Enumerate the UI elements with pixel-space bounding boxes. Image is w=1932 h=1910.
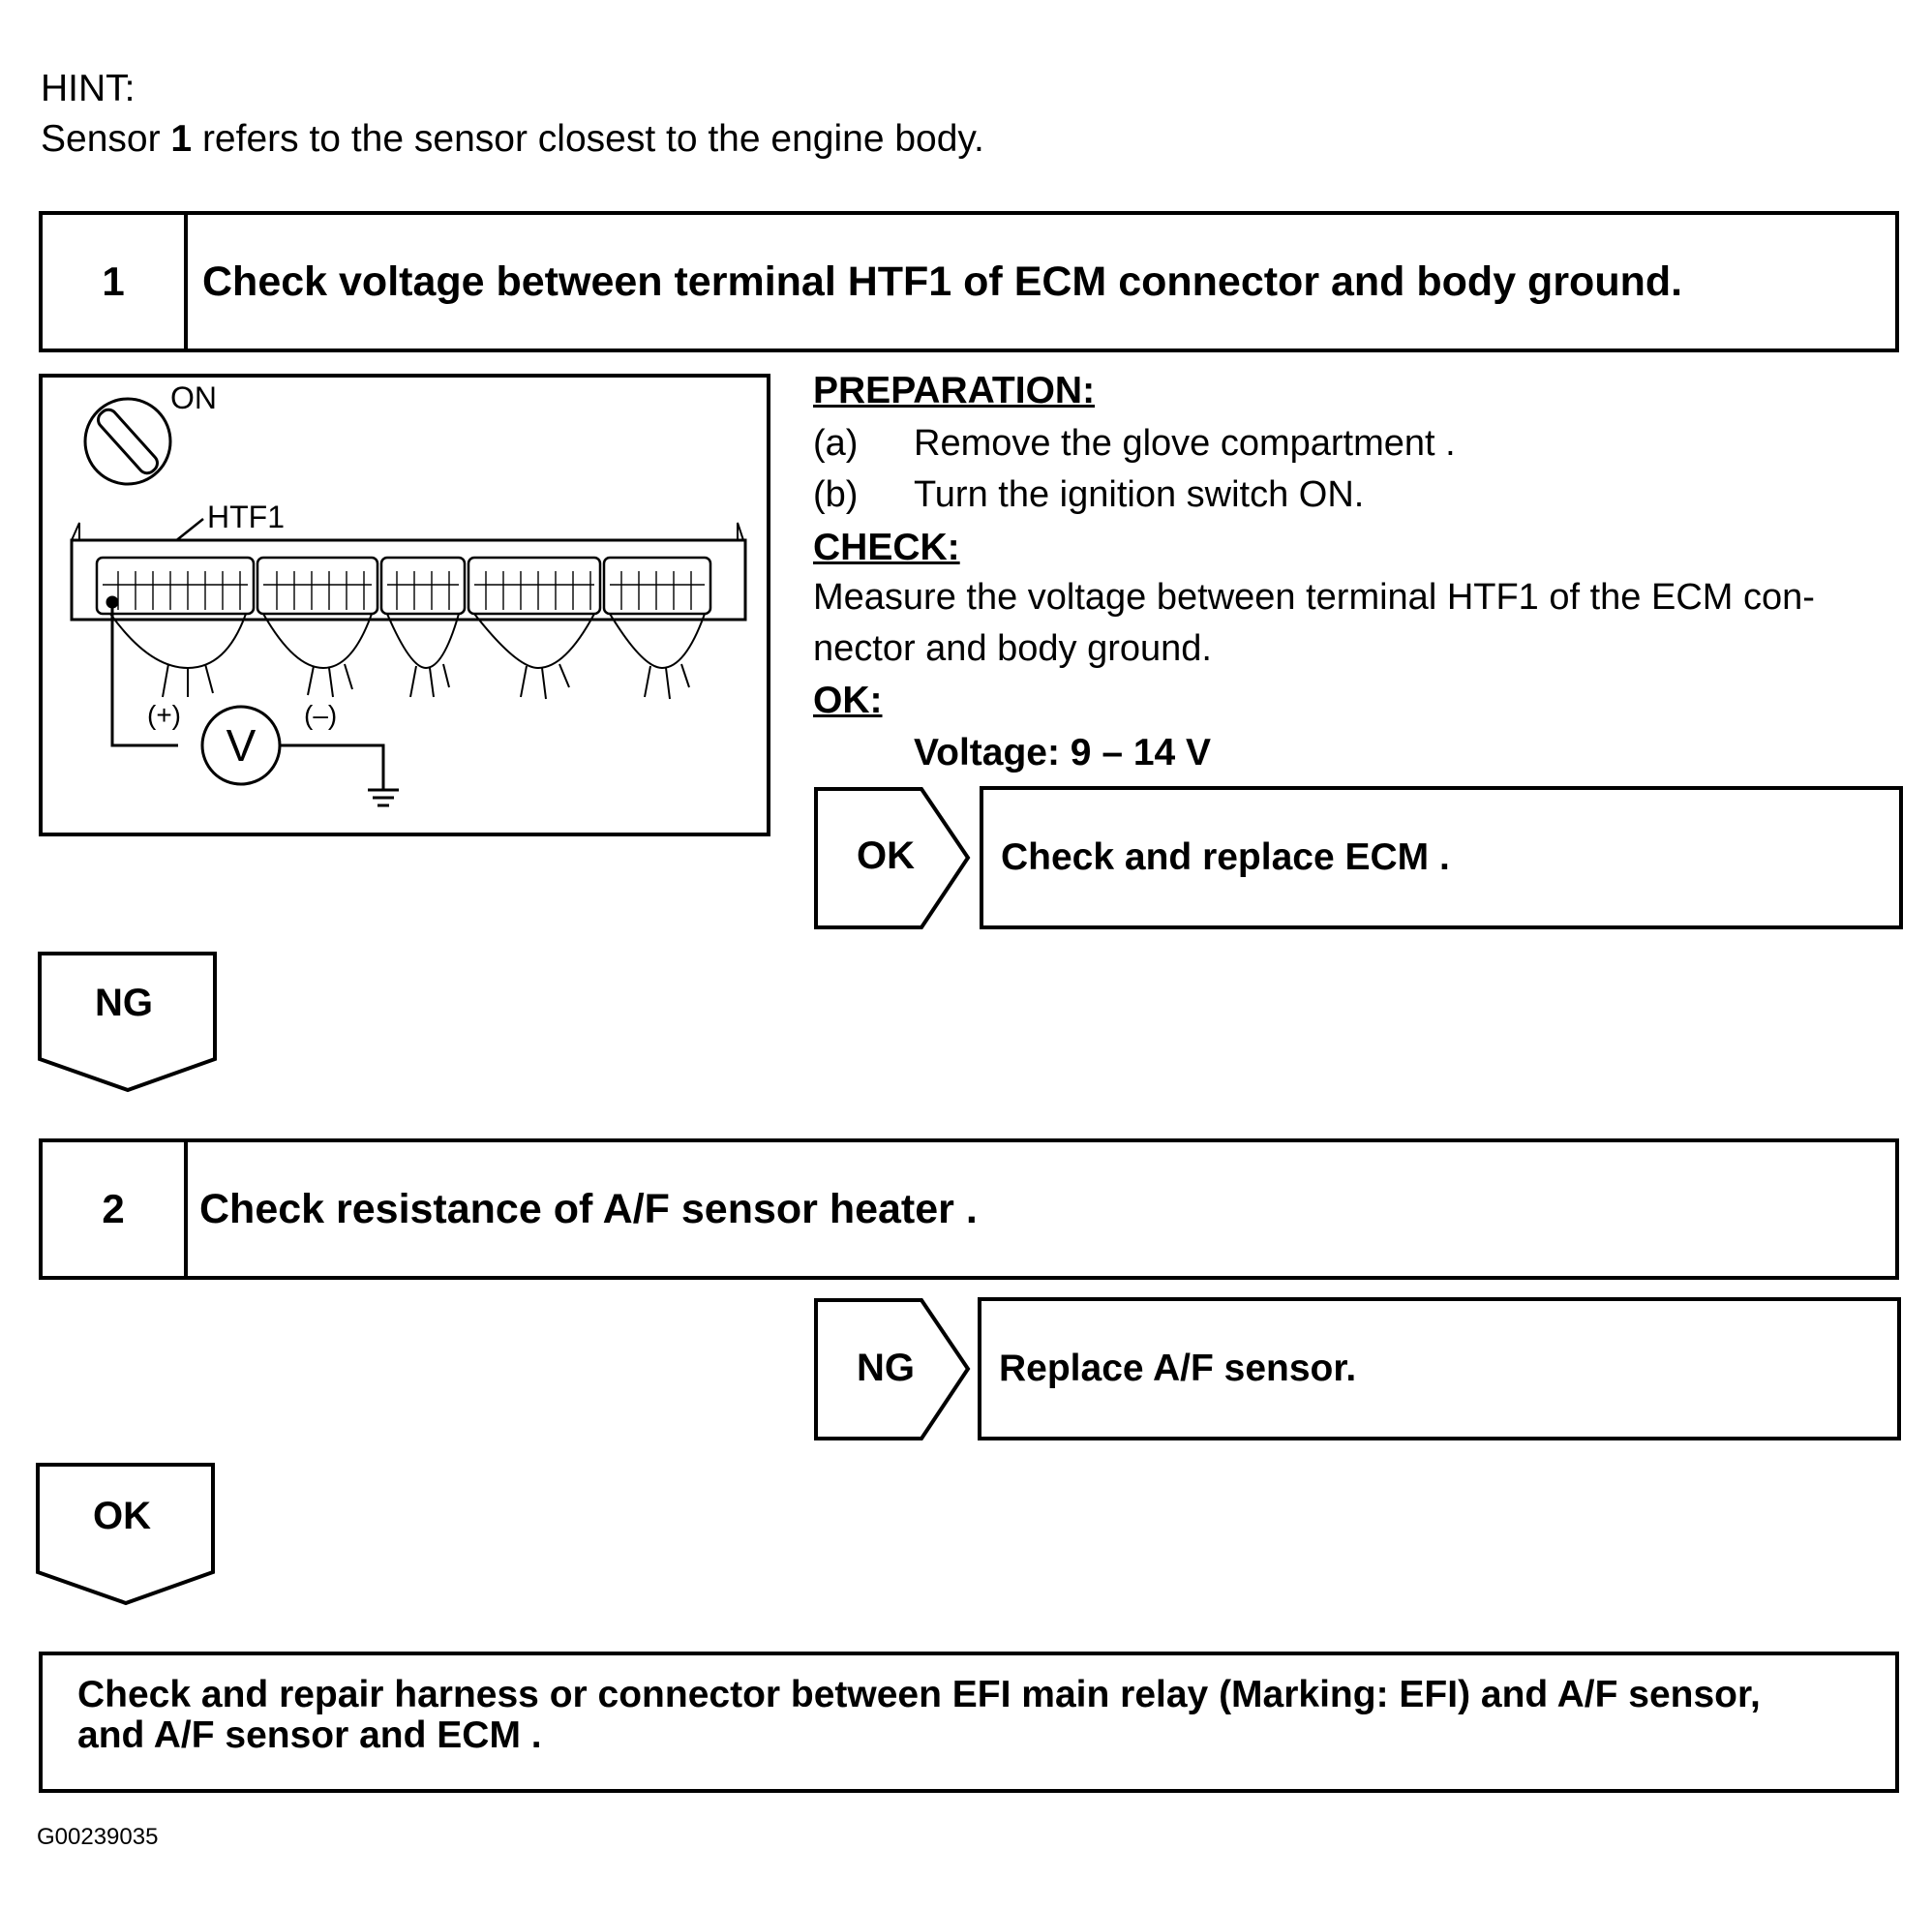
ok-arrow-label: OK (857, 834, 915, 877)
ng-arrow-label: NG (857, 1347, 915, 1389)
terminal-label: HTF1 (207, 500, 285, 534)
preparation-item-a (813, 418, 1878, 470)
ecm-connector (72, 523, 745, 699)
step-number: 2 (43, 1142, 188, 1276)
item-text: Remove the glove compartment . (914, 423, 1456, 464)
hint-title: HINT: (41, 68, 136, 109)
step-title: Check voltage between terminal HTF1 of ECM connector and body ground. (202, 258, 1683, 305)
item-text: Turn the ignition switch ON. (914, 474, 1365, 515)
voltmeter-icon: V (226, 720, 257, 771)
step-number: 1 (43, 215, 188, 349)
circuit-diagram (39, 374, 770, 836)
ignition-on-label: ON (170, 380, 217, 415)
minus-label: (–) (304, 700, 338, 730)
item-letter: (b) (813, 474, 859, 515)
ok-heading: OK: (813, 680, 883, 721)
ok-arrow-label: OK (93, 1495, 151, 1537)
voltage-spec: Voltage: 9 – 14 V (914, 732, 1212, 773)
figure-id: G00239035 (37, 1824, 159, 1850)
ng-arrow-label: NG (95, 982, 153, 1024)
step-2-ng-result: Replace A/F sensor. (978, 1297, 1901, 1440)
step-title: Check resistance of A/F sensor heater . (199, 1185, 978, 1232)
ignition-key-icon (85, 399, 170, 484)
final-action-line2: and A/F sensor and ECM . (77, 1714, 542, 1756)
step-1-header (39, 211, 1899, 352)
item-letter: (a) (813, 423, 859, 464)
preparation-item-b (813, 470, 1878, 521)
final-action-box (39, 1652, 1899, 1793)
check-text-line1: Measure the voltage between terminal HTF1 of the ECM con- (813, 577, 1815, 618)
check-heading: CHECK: (813, 527, 960, 568)
step-2-header (39, 1138, 1899, 1280)
hint-text: Sensor 1 refers to the sensor closest to the engine body. (41, 118, 984, 160)
check-text-line2: nector and body ground. (813, 628, 1212, 669)
step-1-ok-result: Check and replace ECM . (980, 786, 1903, 929)
final-action-line1: Check and repair harness or connector between EFI main relay (Marking: EFI) and A/F sensor, (77, 1674, 1761, 1715)
preparation-heading: PREPARATION: (813, 370, 1096, 411)
plus-label: (+) (147, 700, 181, 730)
